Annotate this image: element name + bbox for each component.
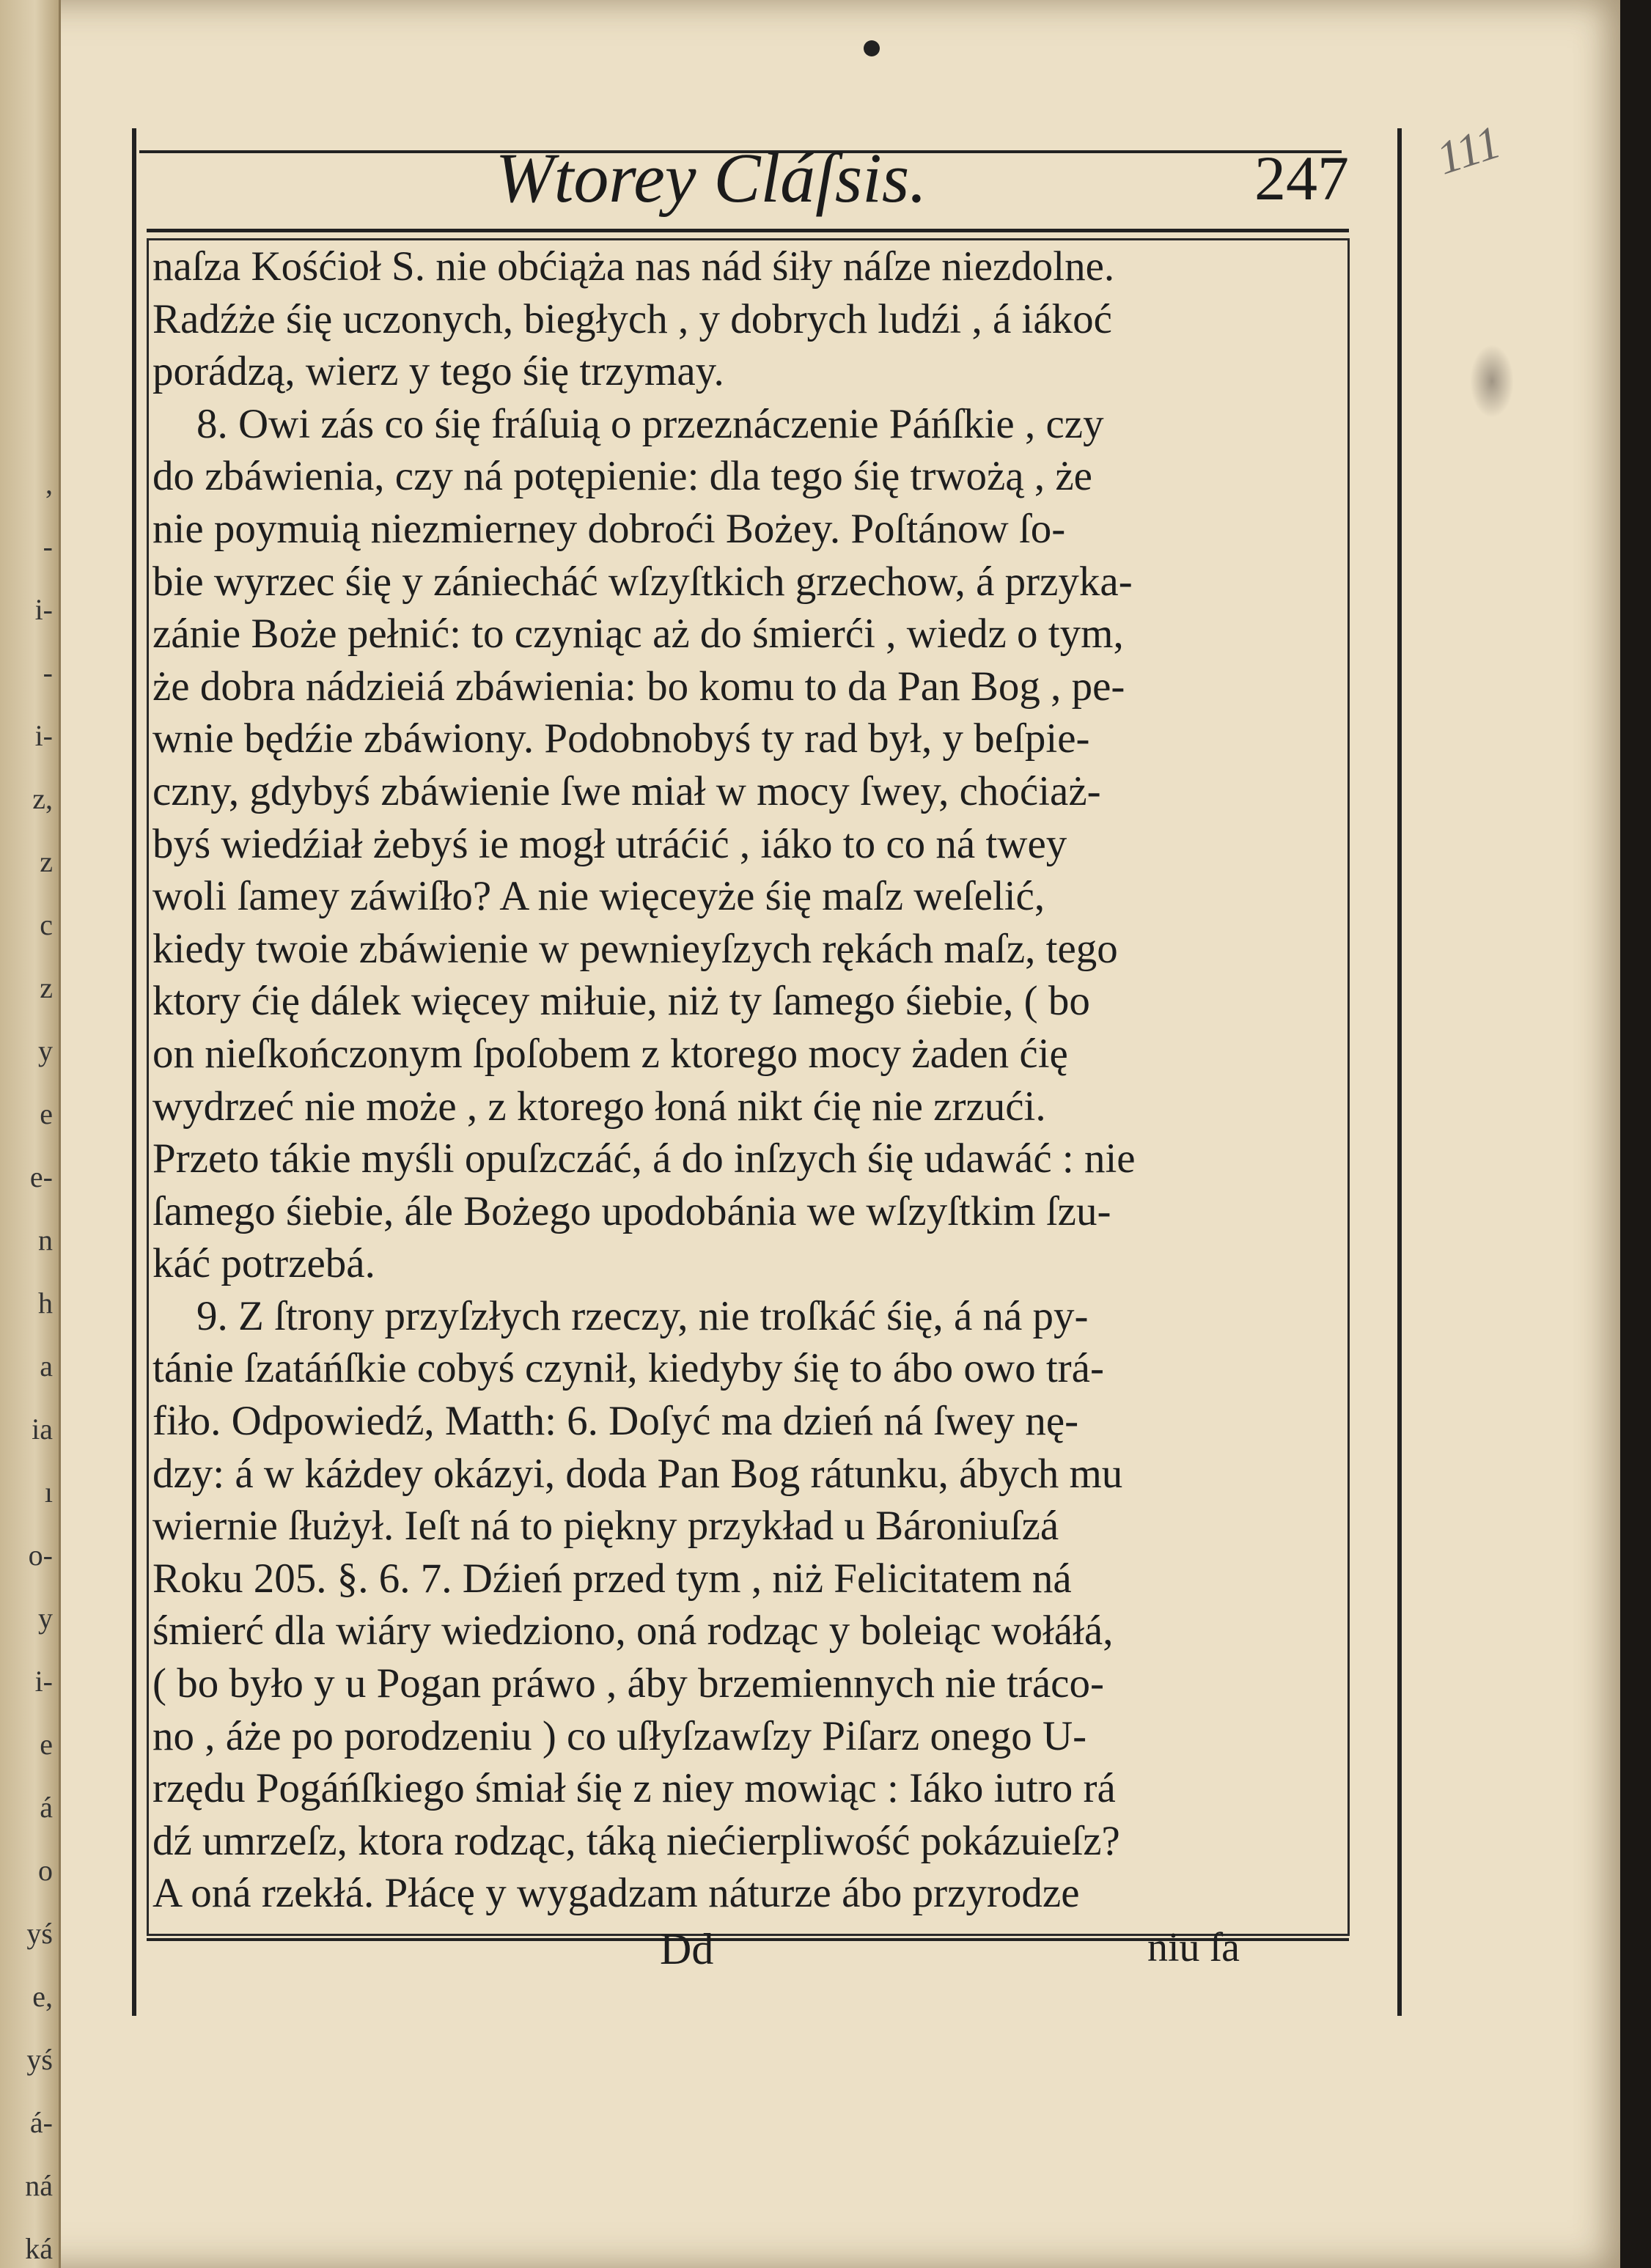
prev-page-fragment: e, — [32, 1980, 53, 2013]
catchword: niu ſa — [1147, 1925, 1240, 1970]
prev-page-fragment: y — [38, 1602, 53, 1635]
prev-page-fragment: i- — [34, 1665, 53, 1698]
text-line: tánie ſzatáńſkie cobyś czynił, kiedyby śię to ábo owo trá- — [152, 1345, 1104, 1392]
prev-page-fragment: o- — [28, 1539, 53, 1572]
text-line: ſamego śiebie, ále Bożego upodobánia we wſzyſtkim ſzu- — [152, 1188, 1111, 1234]
text-line: naſza Kośćioł S. nie obćiąża nas nád śiły náſze niezdolne. — [152, 243, 1115, 290]
prev-page-fragment: , — [45, 467, 53, 500]
text-line: zánie Boże pełnić: to czyniąc aż do śmierći , wiedz o tym, — [152, 611, 1124, 658]
text-line: nie poymuią niezmierney dobroći Bożey. Poſtánow ſo- — [152, 505, 1066, 552]
prev-page-fragment: a — [40, 1350, 53, 1382]
page-stain — [1470, 345, 1514, 418]
prev-page-fragment: z — [40, 971, 53, 1004]
text-line: rzędu Pogáńſkiego śmiał śię z niey mowiąc : Iáko iutro rá — [152, 1765, 1116, 1812]
prev-page-fragment: e- — [29, 1160, 53, 1193]
prev-page-fragment: ká — [25, 2232, 53, 2265]
text-line: káć potrzebá. — [152, 1240, 375, 1287]
prev-page-fragment: c — [40, 908, 53, 941]
text-line: byś wiedźiał żebyś ie mogł utráćić , iáko to co ná twey — [152, 820, 1067, 867]
prev-page-fragment: á — [40, 1791, 53, 1824]
text-line: Radźże śię uczonych, biegłych , y dobrych ludźi , á iákoć — [152, 295, 1112, 342]
text-line: do zbáwienia, czy ná potępienie: dla tego śię trwożą , że — [152, 453, 1092, 500]
text-line: ktory ćię dálek więcey miłuie, niż ty ſamego śiebie, ( bo — [152, 978, 1090, 1025]
prev-page-fragment: y — [38, 1034, 53, 1067]
text-line: Przeto tákie myśli opuſzczáć, á do inſzych śię udawáć : nie — [152, 1135, 1136, 1182]
text-line: no , áże po porodzeniu ) co uſłyſzawſzy Piſarz onego U- — [152, 1712, 1087, 1759]
signature-mark: Dd — [660, 1925, 714, 1973]
text-line: śmierć dla wiáry wiedziono, oná rodząc y boleiąc wołáłá, — [152, 1608, 1114, 1654]
prev-page-fragment: yś — [26, 1917, 53, 1950]
prev-page-fragment: i- — [34, 719, 53, 752]
text-line: Roku 205. §. 6. 7. Dźień przed tym , niż Felicitatem ná — [152, 1555, 1072, 1602]
text-line: dź umrzeſz, ktora rodząc, táką niećierpliwość pokázuieſz? — [152, 1817, 1120, 1864]
text-line: kiedy twoie zbáwienie w pewnieyſzych rękách maſz, tego — [152, 925, 1118, 972]
body-text — [152, 240, 1344, 1920]
text-line: porádzą, wierz y tego śię trzymay. — [152, 348, 724, 395]
text-line: czny, gdybyś zbáwienie ſwe miał w mocy ſwey, choćiaż- — [152, 767, 1101, 814]
prev-page-fragment: á- — [29, 2106, 53, 2139]
text-line: A oná rzekłá. Płácę y wygadzam náturze ábo przyrodze — [152, 1870, 1080, 1917]
text-line: on nieſkończonym ſpoſobem z ktorego mocy żaden ćię — [152, 1030, 1068, 1077]
text-line: ( bo było y u Pogan práwo , áby brzemiennych nie tráco- — [152, 1660, 1104, 1707]
text-line: wydrzeć nie może , z ktorego łoná nikt ćię nie zrzući. — [152, 1083, 1046, 1130]
text-line: 9. Z ſtrony przyſzłych rzeczy, nie troſkáć śię, á ná py- — [196, 1292, 1089, 1339]
text-line: dzy: á w káżdey okázyi, doda Pan Bog rátunku, ábych mu — [152, 1450, 1123, 1497]
text-line: woli ſamey záwiſło? A nie więceyże śię maſz weſelić, — [152, 873, 1045, 920]
prev-page-fragment: - — [43, 530, 53, 563]
page-number: 247 — [1254, 143, 1349, 213]
prev-page-fragment: h — [38, 1286, 53, 1319]
running-title: Wtorey Cláſsis. — [495, 139, 927, 217]
prev-page-fragment: i- — [34, 593, 53, 626]
text-line: 8. Owi zás co śię fráſuią o przeznáczenie Páńſkie , czy — [196, 400, 1104, 447]
prev-page-fragment: ná — [25, 2169, 53, 2202]
prev-page-fragment: e — [40, 1728, 53, 1761]
prev-page-fragment: z, — [32, 782, 53, 815]
text-line: że dobra nádzieiá zbáwienia: bo komu to da Pan Bog , pe- — [152, 663, 1125, 710]
prev-page-fragment: - — [43, 656, 53, 689]
ink-dot — [864, 40, 880, 56]
text-line: wnie będźie zbáwiony. Podobnobyś ty rad był, y beſpie- — [152, 715, 1090, 762]
header-rule-bottom — [147, 229, 1349, 232]
previous-page-edge — [0, 0, 61, 2268]
text-line: bie wyrzec śię y zániecháć wſzyſtkich grzechow, á przyka- — [152, 558, 1133, 605]
text-line: fiło. Odpowiedź, Matth: 6. Doſyć ma dzień ná ſwey nę- — [152, 1398, 1079, 1445]
prev-page-fragment: o — [38, 1854, 53, 1887]
prev-page-fragment: n — [38, 1223, 53, 1256]
prev-page-fragment: z — [40, 845, 53, 878]
prev-page-fragment: yś — [26, 2043, 53, 2076]
handwritten-folio-note: 111 — [1430, 115, 1507, 185]
prev-page-fragment: ı — [44, 1476, 53, 1509]
text-line: wiernie ſłużył. Ieſt ná to piękny przykład u Bároniuſzá — [152, 1503, 1059, 1550]
prev-page-fragment: e — [40, 1097, 53, 1130]
prev-page-fragment: ia — [32, 1413, 53, 1446]
